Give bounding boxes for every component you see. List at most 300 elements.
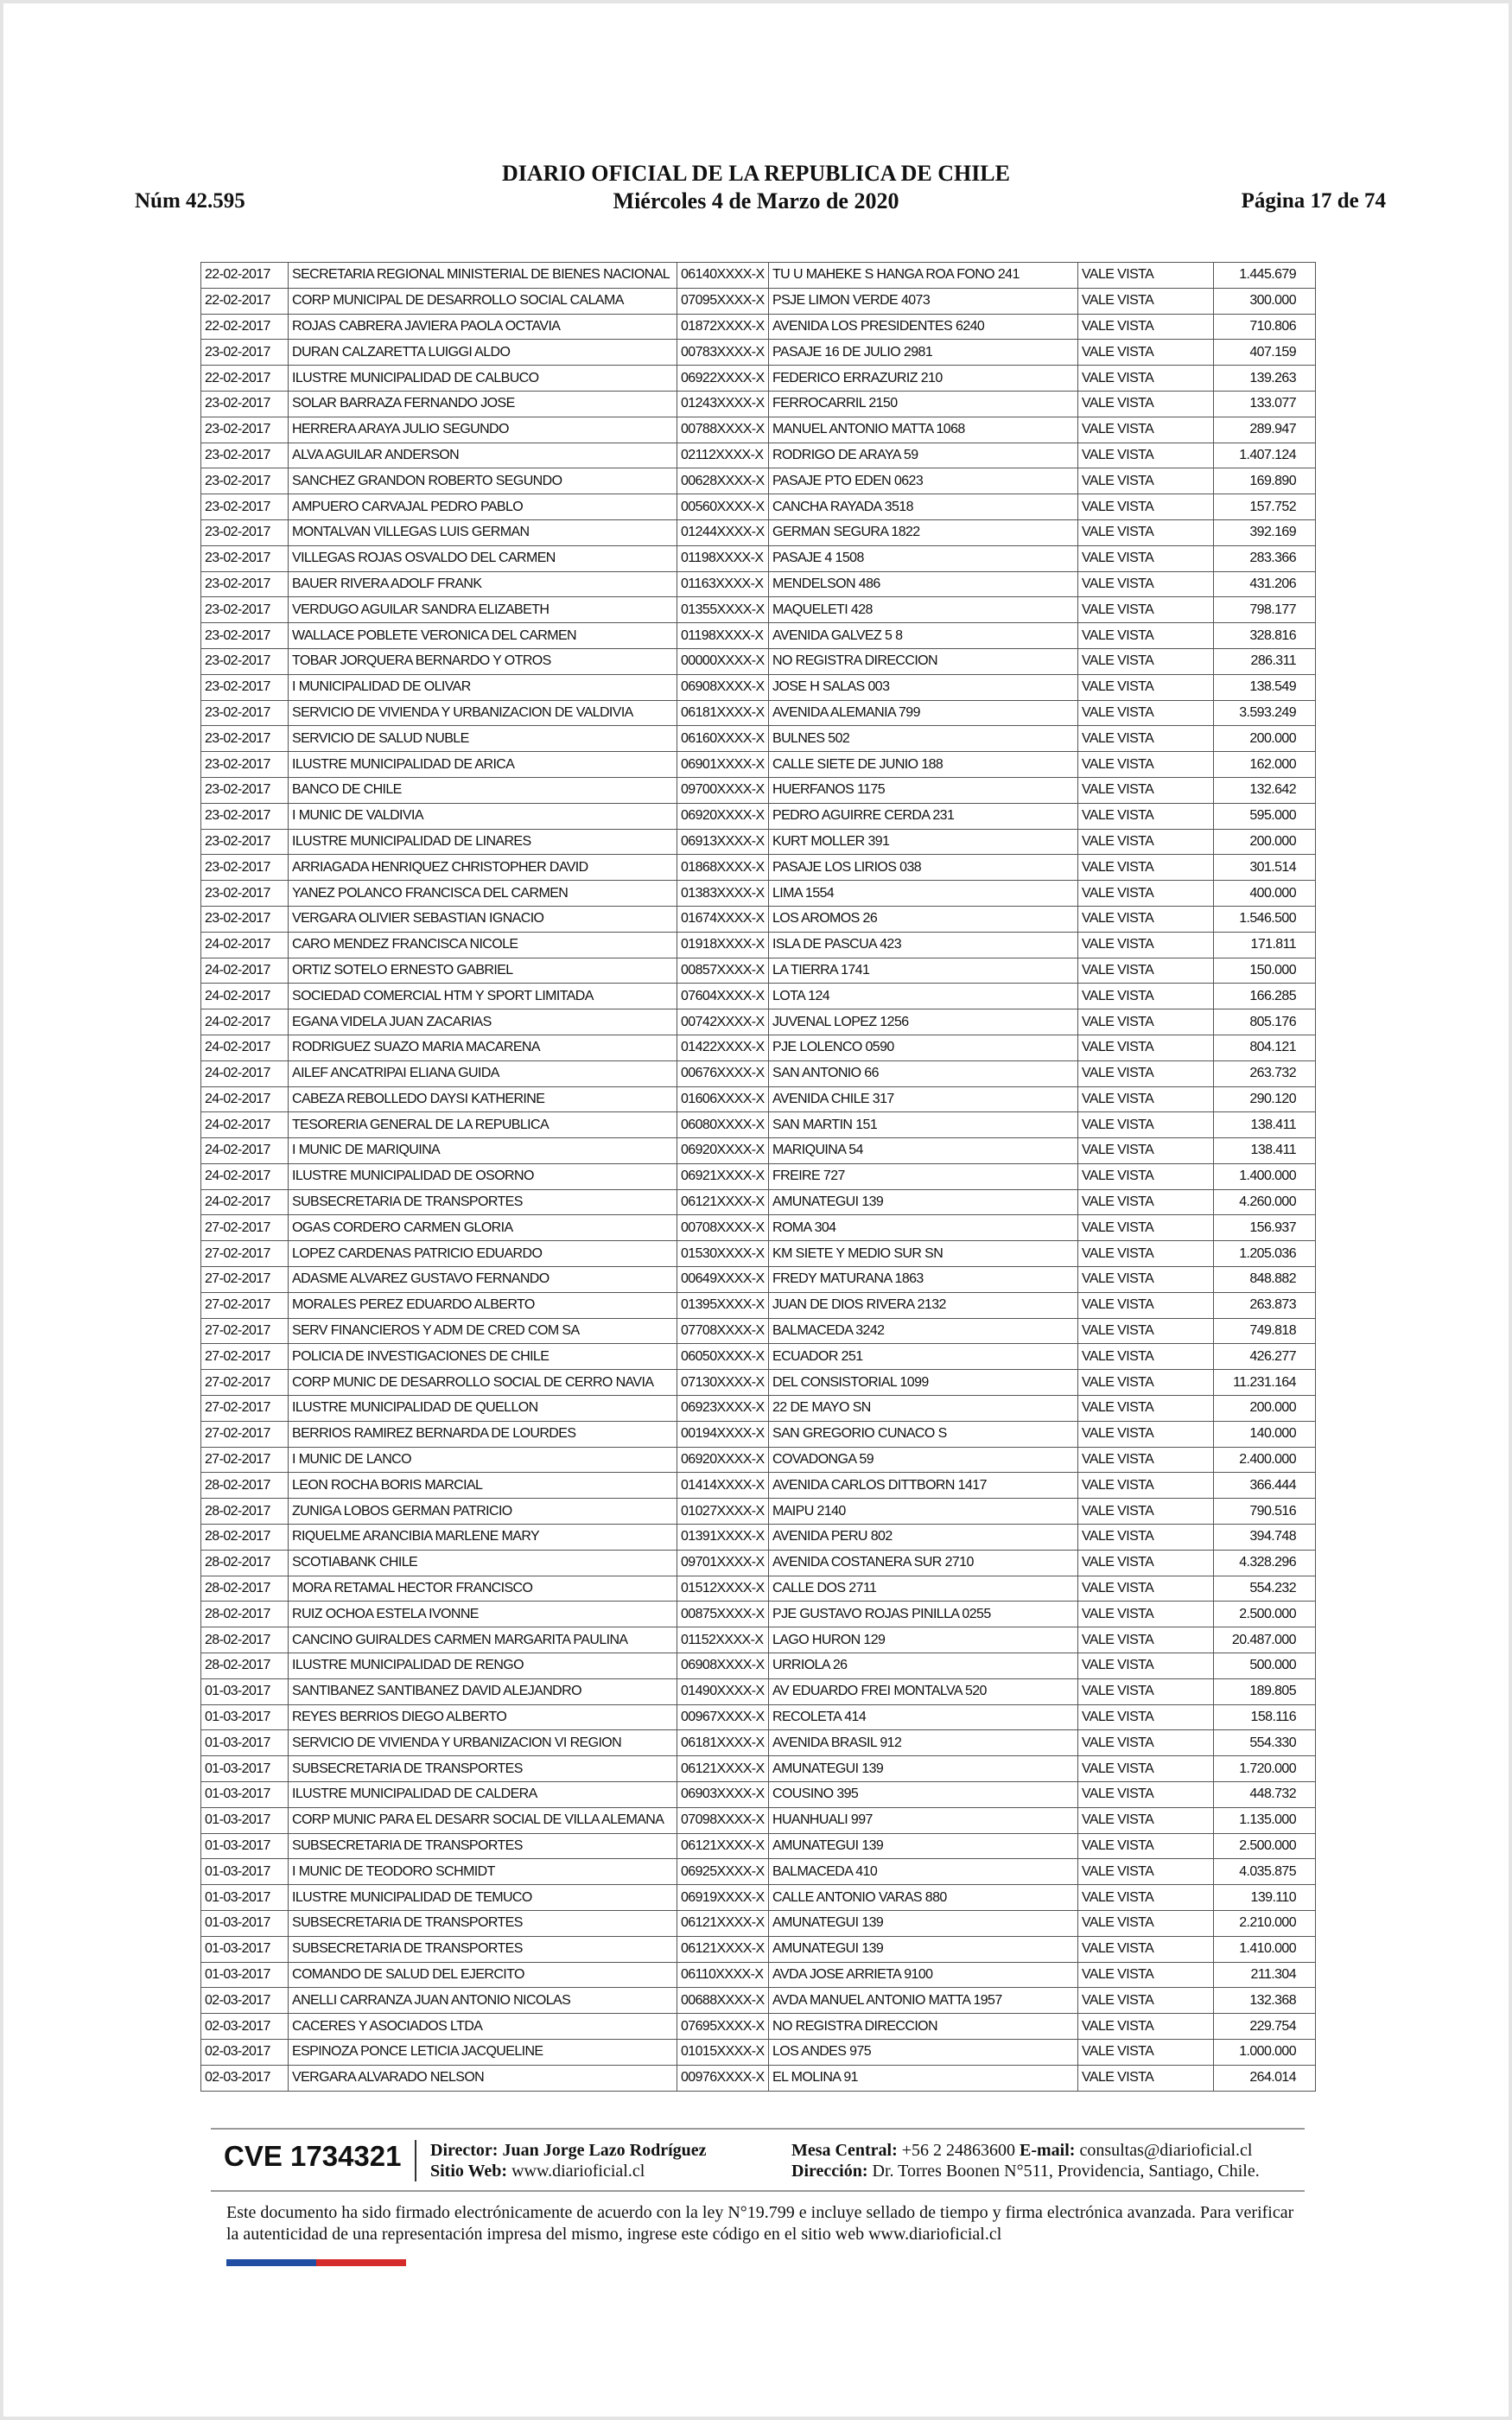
cell-date: 27-02-2017: [201, 1396, 289, 1422]
cell-name: SCOTIABANK CHILE: [289, 1550, 677, 1576]
table-row: [201, 314, 1316, 340]
cell-rut: 01198XXXX-X: [677, 623, 769, 649]
cell-date: 24-02-2017: [201, 1138, 289, 1164]
cell-amount: 211.304: [1214, 1962, 1316, 1988]
cell-name: ADASME ALVAREZ GUSTAVO FERNANDO: [289, 1267, 677, 1293]
cell-date: 01-03-2017: [201, 1885, 289, 1911]
table-row: [201, 1704, 1316, 1730]
cell-address: FEDERICO ERRAZURIZ 210: [769, 366, 1078, 392]
cell-name: I MUNIC DE LANCO: [289, 1447, 677, 1473]
cell-address: BALMACEDA 3242: [769, 1318, 1078, 1344]
cell-address: SAN GREGORIO CUNACO S: [769, 1421, 1078, 1447]
cell-payment-type: VALE VISTA: [1078, 1730, 1214, 1756]
cell-payment-type: VALE VISTA: [1078, 1525, 1214, 1551]
cell-rut: 00194XXXX-X: [677, 1421, 769, 1447]
cell-date: 22-02-2017: [201, 288, 289, 314]
cell-amount: 798.177: [1214, 597, 1316, 623]
cell-address: EL MOLINA 91: [769, 2065, 1078, 2091]
cell-name: DURAN CALZARETTA LUIGGI ALDO: [289, 340, 677, 366]
cell-rut: 01015XXXX-X: [677, 2039, 769, 2065]
cell-rut: 00560XXXX-X: [677, 494, 769, 520]
cell-date: 01-03-2017: [201, 1807, 289, 1833]
cell-name: SUBSECRETARIA DE TRANSPORTES: [289, 1189, 677, 1215]
cell-rut: 06908XXXX-X: [677, 674, 769, 700]
cell-payment-type: VALE VISTA: [1078, 1602, 1214, 1627]
cell-payment-type: VALE VISTA: [1078, 366, 1214, 392]
cell-payment-type: VALE VISTA: [1078, 1163, 1214, 1189]
cell-name: SERVICIO DE VIVIENDA Y URBANIZACION VI REGION: [289, 1730, 677, 1756]
table-row: [201, 391, 1316, 417]
cell-rut: 06121XXXX-X: [677, 1833, 769, 1859]
cell-amount: 289.947: [1214, 417, 1316, 443]
footer-divider-lower: [211, 2190, 1305, 2192]
table-row: [201, 674, 1316, 700]
table-row: [201, 1936, 1316, 1962]
cell-amount: 20.487.000: [1214, 1627, 1316, 1653]
cell-payment-type: VALE VISTA: [1078, 1885, 1214, 1911]
cell-rut: 01395XXXX-X: [677, 1292, 769, 1318]
cell-payment-type: VALE VISTA: [1078, 2065, 1214, 2091]
cell-amount: 158.116: [1214, 1704, 1316, 1730]
cell-amount: 426.277: [1214, 1344, 1316, 1370]
cell-amount: 392.169: [1214, 519, 1316, 545]
table-row: [201, 1782, 1316, 1808]
cell-amount: 2.500.000: [1214, 1833, 1316, 1859]
cell-payment-type: VALE VISTA: [1078, 468, 1214, 494]
table-row: [201, 1833, 1316, 1859]
cell-payment-type: VALE VISTA: [1078, 545, 1214, 571]
cell-date: 01-03-2017: [201, 1678, 289, 1704]
footer-separator: [415, 2140, 416, 2181]
cell-rut: 01027XXXX-X: [677, 1499, 769, 1525]
cell-amount: 2.400.000: [1214, 1447, 1316, 1473]
cell-address: AMUNATEGUI 139: [769, 1756, 1078, 1782]
cell-rut: 06181XXXX-X: [677, 700, 769, 726]
cell-address: AVENIDA LOS PRESIDENTES 6240: [769, 314, 1078, 340]
cell-date: 01-03-2017: [201, 1859, 289, 1885]
table-row: [201, 1344, 1316, 1370]
cell-amount: 1.205.036: [1214, 1241, 1316, 1267]
cell-address: ECUADOR 251: [769, 1344, 1078, 1370]
cell-payment-type: VALE VISTA: [1078, 288, 1214, 314]
cell-address: GERMAN SEGURA 1822: [769, 519, 1078, 545]
cell-date: 23-02-2017: [201, 519, 289, 545]
cell-payment-type: VALE VISTA: [1078, 932, 1214, 958]
cell-date: 24-02-2017: [201, 932, 289, 958]
cell-name: VERDUGO AGUILAR SANDRA ELIZABETH: [289, 597, 677, 623]
cell-payment-type: VALE VISTA: [1078, 494, 1214, 520]
cell-address: AVDA MANUEL ANTONIO MATTA 1957: [769, 1988, 1078, 2014]
cell-date: 28-02-2017: [201, 1499, 289, 1525]
cell-date: 27-02-2017: [201, 1447, 289, 1473]
cell-date: 27-02-2017: [201, 1421, 289, 1447]
cell-name: TOBAR JORQUERA BERNARDO Y OTROS: [289, 648, 677, 674]
cell-date: 23-02-2017: [201, 752, 289, 778]
table-row: [201, 366, 1316, 392]
table-row: [201, 881, 1316, 907]
cell-date: 27-02-2017: [201, 1318, 289, 1344]
cell-rut: 01918XXXX-X: [677, 932, 769, 958]
cell-address: RODRIGO DE ARAYA 59: [769, 443, 1078, 468]
cell-name: RIQUELME ARANCIBIA MARLENE MARY: [289, 1525, 677, 1551]
cell-name: SUBSECRETARIA DE TRANSPORTES: [289, 1833, 677, 1859]
cell-address: FREIRE 727: [769, 1163, 1078, 1189]
cell-payment-type: VALE VISTA: [1078, 726, 1214, 752]
cell-date: 01-03-2017: [201, 1911, 289, 1937]
cell-amount: 848.882: [1214, 1267, 1316, 1293]
cell-address: MAIPU 2140: [769, 1499, 1078, 1525]
footer-divider: [211, 2128, 1305, 2130]
page-number: Página 17 de 74: [1241, 189, 1386, 213]
cell-amount: 138.549: [1214, 674, 1316, 700]
cell-amount: 431.206: [1214, 571, 1316, 597]
cell-address: LIMA 1554: [769, 881, 1078, 907]
cell-payment-type: VALE VISTA: [1078, 263, 1214, 289]
cell-amount: 132.368: [1214, 1988, 1316, 2014]
table-row: [201, 1756, 1316, 1782]
cell-address: ISLA DE PASCUA 423: [769, 932, 1078, 958]
cell-amount: 162.000: [1214, 752, 1316, 778]
cell-rut: 01391XXXX-X: [677, 1525, 769, 1551]
cell-amount: 138.411: [1214, 1112, 1316, 1138]
cell-payment-type: VALE VISTA: [1078, 1499, 1214, 1525]
cell-address: AVENIDA ALEMANIA 799: [769, 700, 1078, 726]
cell-payment-type: VALE VISTA: [1078, 1318, 1214, 1344]
cell-date: 02-03-2017: [201, 2039, 289, 2065]
table-row: [201, 597, 1316, 623]
cell-address: TU U MAHEKE S HANGA ROA FONO 241: [769, 263, 1078, 289]
cell-name: ILUSTRE MUNICIPALIDAD DE TEMUCO: [289, 1885, 677, 1911]
cell-payment-type: VALE VISTA: [1078, 1344, 1214, 1370]
cell-payment-type: VALE VISTA: [1078, 571, 1214, 597]
cell-payment-type: VALE VISTA: [1078, 1035, 1214, 1060]
mesa-label: Mesa Central:: [791, 2141, 898, 2160]
cell-payment-type: VALE VISTA: [1078, 803, 1214, 829]
cell-date: 23-02-2017: [201, 494, 289, 520]
cell-payment-type: VALE VISTA: [1078, 1859, 1214, 1885]
cell-name: BAUER RIVERA ADOLF FRANK: [289, 571, 677, 597]
cell-address: KURT MOLLER 391: [769, 829, 1078, 855]
cell-name: HERRERA ARAYA JULIO SEGUNDO: [289, 417, 677, 443]
cell-payment-type: VALE VISTA: [1078, 340, 1214, 366]
cell-name: AMPUERO CARVAJAL PEDRO PABLO: [289, 494, 677, 520]
cell-amount: 1.135.000: [1214, 1807, 1316, 1833]
cell-rut: 06913XXXX-X: [677, 829, 769, 855]
cell-payment-type: VALE VISTA: [1078, 984, 1214, 1009]
cell-amount: 4.328.296: [1214, 1550, 1316, 1576]
cell-payment-type: VALE VISTA: [1078, 1833, 1214, 1859]
cell-name: SUBSECRETARIA DE TRANSPORTES: [289, 1911, 677, 1937]
cell-address: JOSE H SALAS 003: [769, 674, 1078, 700]
email-link[interactable]: consultas@diarioficial.cl: [1079, 2141, 1253, 2160]
table-row: [201, 1859, 1316, 1885]
director-label: Director:: [430, 2141, 499, 2160]
cell-name: POLICIA DE INVESTIGACIONES DE CHILE: [289, 1344, 677, 1370]
cell-name: ILUSTRE MUNICIPALIDAD DE OSORNO: [289, 1163, 677, 1189]
cell-amount: 169.890: [1214, 468, 1316, 494]
cell-name: SUBSECRETARIA DE TRANSPORTES: [289, 1936, 677, 1962]
cell-date: 27-02-2017: [201, 1241, 289, 1267]
cell-payment-type: VALE VISTA: [1078, 1653, 1214, 1679]
cell-amount: 283.366: [1214, 545, 1316, 571]
cell-date: 23-02-2017: [201, 417, 289, 443]
cell-name: ORTIZ SOTELO ERNESTO GABRIEL: [289, 958, 677, 984]
cell-name: I MUNIC DE MARIQUINA: [289, 1138, 677, 1164]
cell-address: AVENIDA BRASIL 912: [769, 1730, 1078, 1756]
cell-address: LA TIERRA 1741: [769, 958, 1078, 984]
table-row: [201, 1060, 1316, 1086]
cell-name: I MUNIC DE VALDIVIA: [289, 803, 677, 829]
cell-date: 28-02-2017: [201, 1550, 289, 1576]
legal-notice: Este documento ha sido firmado electrónicamente de acuerdo con la ley N°19.799 e incluye sellado de tiempo y firma electrónica avanzada. Para verificar la autenticidad de una representación impresa del mismo, ingrese este código en el sitio web www.diarioficial.cl: [226, 2203, 1294, 2244]
cell-rut: 06181XXXX-X: [677, 1730, 769, 1756]
cell-rut: 01198XXXX-X: [677, 545, 769, 571]
cell-date: 28-02-2017: [201, 1576, 289, 1602]
cell-amount: 11.231.164: [1214, 1370, 1316, 1396]
table-row: [201, 1267, 1316, 1293]
cell-rut: 06160XXXX-X: [677, 726, 769, 752]
cell-rut: 01674XXXX-X: [677, 906, 769, 932]
cell-address: NO REGISTRA DIRECCION: [769, 648, 1078, 674]
cell-name: BERRIOS RAMIREZ BERNARDA DE LOURDES: [289, 1421, 677, 1447]
cell-address: AMUNATEGUI 139: [769, 1189, 1078, 1215]
cell-payment-type: VALE VISTA: [1078, 1782, 1214, 1808]
cell-name: SERVICIO DE VIVIENDA Y URBANIZACION DE VALDIVIA: [289, 700, 677, 726]
cell-rut: 02112XXXX-X: [677, 443, 769, 468]
cell-rut: 00649XXXX-X: [677, 1267, 769, 1293]
cell-rut: 00708XXXX-X: [677, 1215, 769, 1241]
cell-address: CANCHA RAYADA 3518: [769, 494, 1078, 520]
cell-name: YANEZ POLANCO FRANCISCA DEL CARMEN: [289, 881, 677, 907]
cell-payment-type: VALE VISTA: [1078, 1911, 1214, 1937]
cell-date: 23-02-2017: [201, 700, 289, 726]
cell-date: 24-02-2017: [201, 1060, 289, 1086]
cell-address: MAQUELETI 428: [769, 597, 1078, 623]
cell-name: SERV FINANCIEROS Y ADM DE CRED COM SA: [289, 1318, 677, 1344]
cell-name: TESORERIA GENERAL DE LA REPUBLICA: [289, 1112, 677, 1138]
cell-date: 28-02-2017: [201, 1627, 289, 1653]
cell-rut: 06121XXXX-X: [677, 1911, 769, 1937]
cell-payment-type: VALE VISTA: [1078, 391, 1214, 417]
cell-rut: 06121XXXX-X: [677, 1189, 769, 1215]
table-row: [201, 829, 1316, 855]
cell-payment-type: VALE VISTA: [1078, 314, 1214, 340]
table-row: [201, 1525, 1316, 1551]
cell-date: 24-02-2017: [201, 1009, 289, 1035]
cell-date: 23-02-2017: [201, 881, 289, 907]
cell-date: 27-02-2017: [201, 1267, 289, 1293]
cell-payment-type: VALE VISTA: [1078, 417, 1214, 443]
table-row: [201, 1163, 1316, 1189]
cell-date: 23-02-2017: [201, 623, 289, 649]
cell-name: ILUSTRE MUNICIPALIDAD DE CALBUCO: [289, 366, 677, 392]
cell-amount: 200.000: [1214, 829, 1316, 855]
cell-date: 24-02-2017: [201, 1189, 289, 1215]
cell-date: 28-02-2017: [201, 1525, 289, 1551]
cell-payment-type: VALE VISTA: [1078, 1370, 1214, 1396]
cell-name: RUIZ OCHOA ESTELA IVONNE: [289, 1602, 677, 1627]
table-row: [201, 984, 1316, 1009]
cell-address: COUSINO 395: [769, 1782, 1078, 1808]
cell-address: NO REGISTRA DIRECCION: [769, 2014, 1078, 2040]
cell-name: MONTALVAN VILLEGAS LUIS GERMAN: [289, 519, 677, 545]
cell-date: 24-02-2017: [201, 984, 289, 1009]
table-row: [201, 2014, 1316, 2040]
cell-address: CALLE DOS 2711: [769, 1576, 1078, 1602]
cell-address: AVENIDA CHILE 317: [769, 1086, 1078, 1112]
cell-amount: 2.500.000: [1214, 1602, 1316, 1627]
cell-rut: 06921XXXX-X: [677, 1163, 769, 1189]
cell-date: 24-02-2017: [201, 958, 289, 984]
cell-payment-type: VALE VISTA: [1078, 1550, 1214, 1576]
table-row: [201, 263, 1316, 289]
cell-amount: 4.035.875: [1214, 1859, 1316, 1885]
cell-date: 23-02-2017: [201, 340, 289, 366]
cell-address: ROMA 304: [769, 1215, 1078, 1241]
cell-rut: 06121XXXX-X: [677, 1936, 769, 1962]
cell-address: CALLE SIETE DE JUNIO 188: [769, 752, 1078, 778]
table-row: [201, 906, 1316, 932]
cell-rut: 06925XXXX-X: [677, 1859, 769, 1885]
cell-name: CACERES Y ASOCIADOS LTDA: [289, 2014, 677, 2040]
cell-date: 27-02-2017: [201, 1215, 289, 1241]
site-link[interactable]: www.diarioficial.cl: [511, 2162, 645, 2181]
cell-amount: 132.642: [1214, 777, 1316, 803]
cell-rut: 01244XXXX-X: [677, 519, 769, 545]
document-page: [3, 3, 1509, 2417]
cell-rut: 01490XXXX-X: [677, 1678, 769, 1704]
cell-name: ILUSTRE MUNICIPALIDAD DE RENGO: [289, 1653, 677, 1679]
cell-payment-type: VALE VISTA: [1078, 1447, 1214, 1473]
cell-rut: 00000XXXX-X: [677, 648, 769, 674]
cell-amount: 189.805: [1214, 1678, 1316, 1704]
cell-payment-type: VALE VISTA: [1078, 1215, 1214, 1241]
table-row: [201, 1678, 1316, 1704]
cell-amount: 171.811: [1214, 932, 1316, 958]
cell-amount: 328.816: [1214, 623, 1316, 649]
director-name: Juan Jorge Lazo Rodríguez: [502, 2141, 707, 2160]
cell-rut: 06080XXXX-X: [677, 1112, 769, 1138]
cell-rut: 07604XXXX-X: [677, 984, 769, 1009]
cell-name: AILEF ANCATRIPAI ELIANA GUIDA: [289, 1060, 677, 1086]
cell-payment-type: VALE VISTA: [1078, 1936, 1214, 1962]
cell-payment-type: VALE VISTA: [1078, 958, 1214, 984]
cell-amount: 1.407.124: [1214, 443, 1316, 468]
table-row: [201, 1447, 1316, 1473]
cell-name: ANELLI CARRANZA JUAN ANTONIO NICOLAS: [289, 1988, 677, 2014]
cell-name: ZUNIGA LOBOS GERMAN PATRICIO: [289, 1499, 677, 1525]
table-row: [201, 2065, 1316, 2091]
cell-payment-type: VALE VISTA: [1078, 1627, 1214, 1653]
cell-address: PASAJE 4 1508: [769, 545, 1078, 571]
cell-date: 23-02-2017: [201, 855, 289, 881]
email-label: E-mail:: [1020, 2141, 1076, 2160]
cell-date: 23-02-2017: [201, 597, 289, 623]
cell-rut: 06908XXXX-X: [677, 1653, 769, 1679]
publication-date: Miércoles 4 de Marzo de 2020: [613, 188, 899, 213]
cell-address: URRIOLA 26: [769, 1653, 1078, 1679]
cell-rut: 07695XXXX-X: [677, 2014, 769, 2040]
cell-address: AV EDUARDO FREI MONTALVA 520: [769, 1678, 1078, 1704]
cell-payment-type: VALE VISTA: [1078, 1988, 1214, 2014]
cell-rut: 06121XXXX-X: [677, 1756, 769, 1782]
cell-name: ILUSTRE MUNICIPALIDAD DE LINARES: [289, 829, 677, 855]
cell-address: PJE LOLENCO 0590: [769, 1035, 1078, 1060]
cell-date: 24-02-2017: [201, 1035, 289, 1060]
table-row: [201, 519, 1316, 545]
cell-amount: 804.121: [1214, 1035, 1316, 1060]
cell-address: AMUNATEGUI 139: [769, 1833, 1078, 1859]
cell-name: ILUSTRE MUNICIPALIDAD DE CALDERA: [289, 1782, 677, 1808]
table-row: [201, 1627, 1316, 1653]
cell-rut: 01414XXXX-X: [677, 1473, 769, 1499]
table-row: [201, 1421, 1316, 1447]
table-row: [201, 1318, 1316, 1344]
cell-name: SOCIEDAD COMERCIAL HTM Y SPORT LIMITADA: [289, 984, 677, 1009]
cell-name: CORP MUNIC DE DESARROLLO SOCIAL DE CERRO NAVIA: [289, 1370, 677, 1396]
cve-code: CVE 1734321: [224, 2140, 402, 2172]
cell-address: HUANHUALI 997: [769, 1807, 1078, 1833]
cell-amount: 1.410.000: [1214, 1936, 1316, 1962]
cell-name: COMANDO DE SALUD DEL EJERCITO: [289, 1962, 677, 1988]
cell-rut: 00783XXXX-X: [677, 340, 769, 366]
cell-address: SAN ANTONIO 66: [769, 1060, 1078, 1086]
cell-name: SOLAR BARRAZA FERNANDO JOSE: [289, 391, 677, 417]
cell-rut: 00676XXXX-X: [677, 1060, 769, 1086]
cell-date: 24-02-2017: [201, 1112, 289, 1138]
cell-rut: 00875XXXX-X: [677, 1602, 769, 1627]
cell-rut: 06050XXXX-X: [677, 1344, 769, 1370]
cell-amount: 1.546.500: [1214, 906, 1316, 932]
cell-date: 23-02-2017: [201, 468, 289, 494]
cell-date: 27-02-2017: [201, 1292, 289, 1318]
cell-payment-type: VALE VISTA: [1078, 648, 1214, 674]
cell-address: LOTA 124: [769, 984, 1078, 1009]
cell-amount: 300.000: [1214, 288, 1316, 314]
cell-payment-type: VALE VISTA: [1078, 1807, 1214, 1833]
contact-block: [791, 2140, 1260, 2181]
cell-payment-type: VALE VISTA: [1078, 777, 1214, 803]
table-row: [201, 1653, 1316, 1679]
cell-rut: 01530XXXX-X: [677, 1241, 769, 1267]
cell-address: RECOLETA 414: [769, 1704, 1078, 1730]
cell-date: 24-02-2017: [201, 1163, 289, 1189]
cell-date: 22-02-2017: [201, 263, 289, 289]
cell-payment-type: VALE VISTA: [1078, 443, 1214, 468]
table-row: [201, 1396, 1316, 1422]
cell-amount: 229.754: [1214, 2014, 1316, 2040]
cell-date: 01-03-2017: [201, 1756, 289, 1782]
cell-name: WALLACE POBLETE VERONICA DEL CARMEN: [289, 623, 677, 649]
cell-payment-type: VALE VISTA: [1078, 1678, 1214, 1704]
cell-name: SERVICIO DE SALUD NUBLE: [289, 726, 677, 752]
table-row: [201, 340, 1316, 366]
table-row: [201, 700, 1316, 726]
cell-amount: 263.873: [1214, 1292, 1316, 1318]
cell-address: FREDY MATURANA 1863: [769, 1267, 1078, 1293]
cell-address: FERROCARRIL 2150: [769, 391, 1078, 417]
cell-rut: 00857XXXX-X: [677, 958, 769, 984]
page-header: [3, 161, 1509, 221]
cell-amount: 400.000: [1214, 881, 1316, 907]
cell-payment-type: VALE VISTA: [1078, 1060, 1214, 1086]
cell-date: 01-03-2017: [201, 1782, 289, 1808]
cell-payment-type: VALE VISTA: [1078, 1756, 1214, 1782]
table-row: [201, 1370, 1316, 1396]
cell-name: ESPINOZA PONCE LETICIA JACQUELINE: [289, 2039, 677, 2065]
cell-name: I MUNICIPALIDAD DE OLIVAR: [289, 674, 677, 700]
table-row: [201, 545, 1316, 571]
